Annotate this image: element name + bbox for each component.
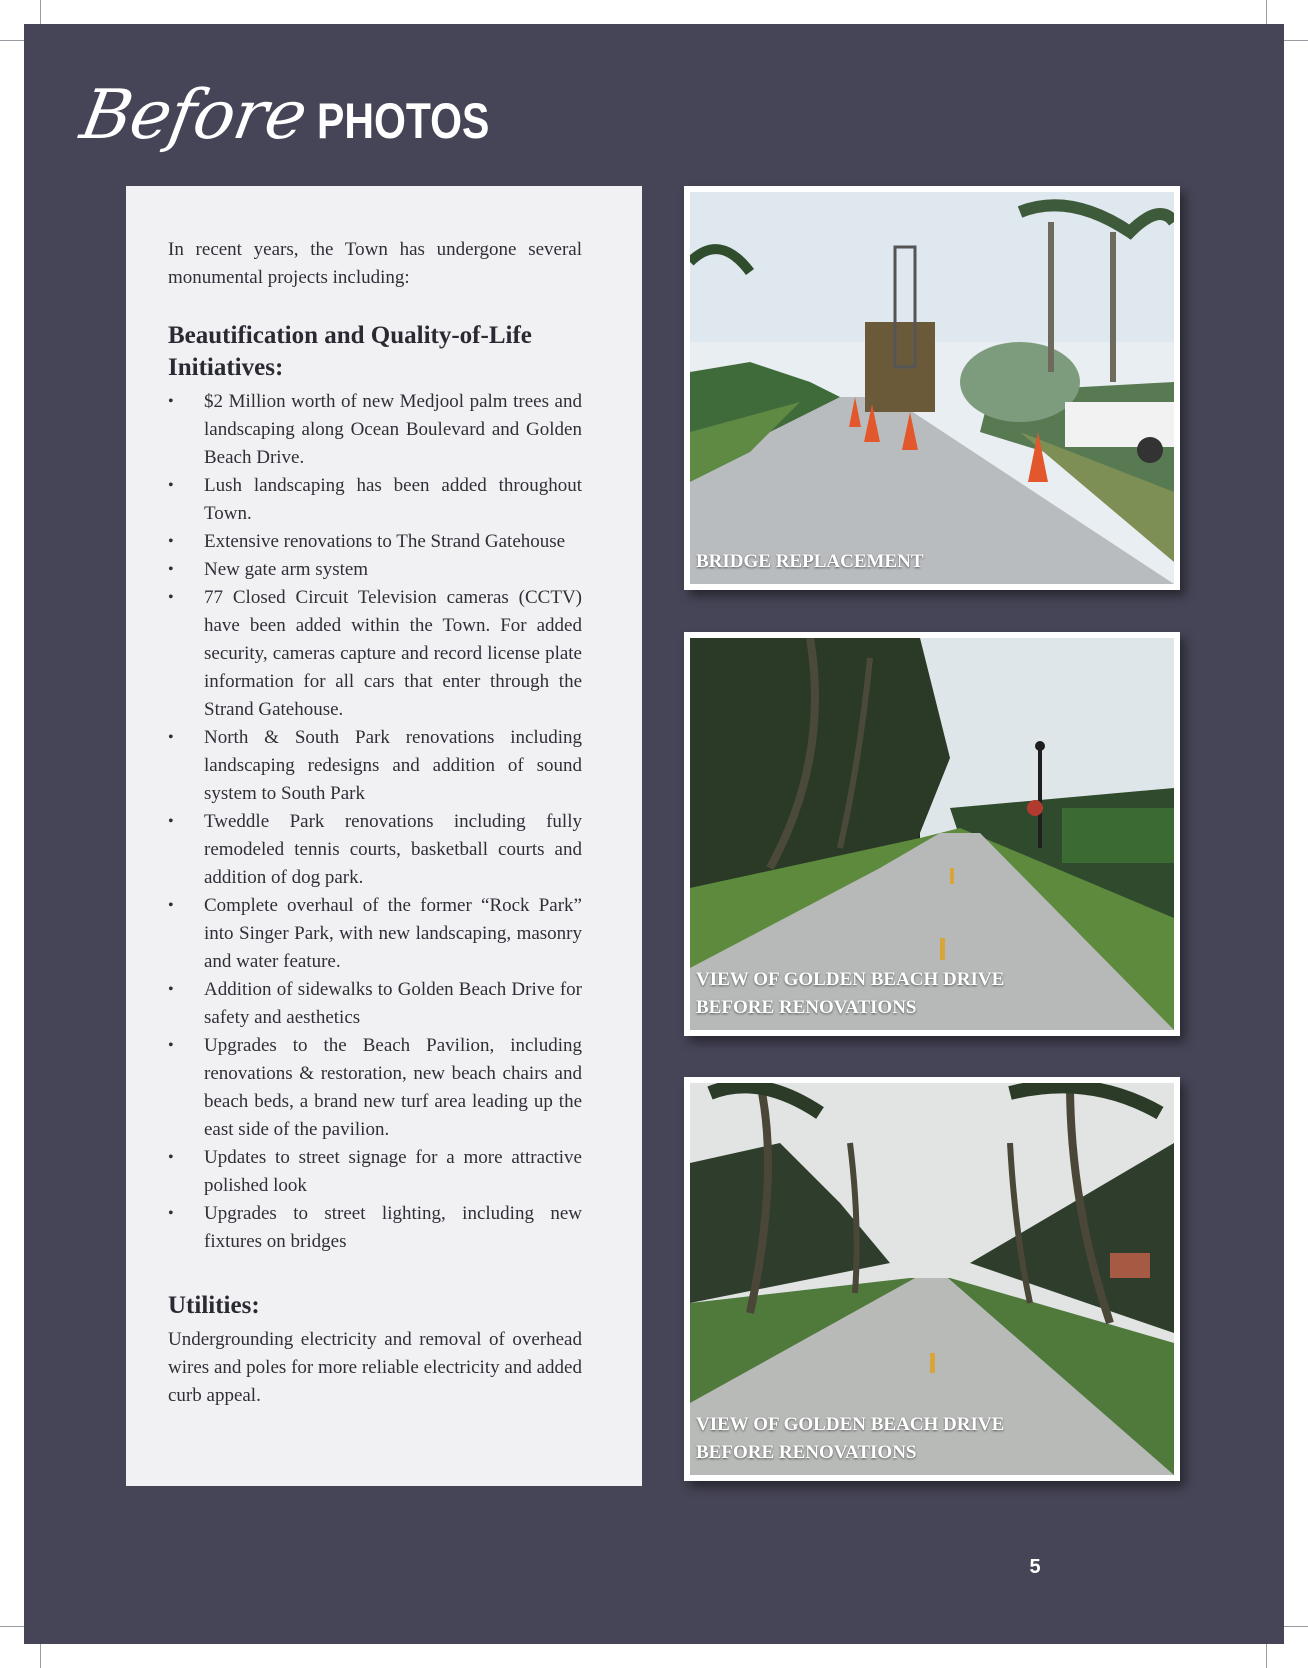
- list-item: [168, 472, 582, 528]
- photo-caption: [696, 966, 1004, 1022]
- list-item: [168, 976, 582, 1032]
- caption-line: BEFORE RENOVATIONS: [696, 997, 917, 1018]
- list-item-text: Tweddle Park renovations including fully remodeled tennis courts, basketball courts and addition of dog park.: [204, 811, 582, 888]
- bullet-glyph: •: [168, 813, 174, 830]
- bullet-glyph: •: [168, 897, 174, 914]
- caption-line: VIEW OF GOLDEN BEACH DRIVE: [696, 1414, 1005, 1435]
- caption-line: BEFORE RENOVATIONS: [696, 1442, 917, 1463]
- list-item: [168, 1144, 582, 1200]
- bullet-glyph: •: [168, 533, 174, 550]
- bullet-glyph: •: [168, 589, 174, 606]
- bullet-glyph: •: [168, 393, 174, 410]
- list-item: [168, 808, 582, 892]
- list-item-text: $2 Million worth of new Medjool palm trees and landscaping along Ocean Boulevard and Golden Beach Drive.: [204, 391, 582, 468]
- bullet-glyph: •: [168, 1149, 174, 1166]
- bullet-glyph: •: [168, 1205, 174, 1222]
- list-item: [168, 892, 582, 976]
- bullet-glyph: •: [168, 561, 174, 578]
- utilities-title: Utilities:: [168, 1292, 260, 1319]
- list-item-text: Extensive renovations to The Strand Gatehouse: [204, 531, 566, 552]
- bullet-glyph: •: [168, 729, 174, 746]
- crop-mark: [1282, 1626, 1308, 1627]
- page-heading: [75, 76, 527, 172]
- photo-golden-beach-drive-1: [684, 632, 1180, 1036]
- list-item-text: 77 Closed Circuit Television cameras (CCTV) have been added within the Town. For added security, cameras capture and record license plate information for all cars that enter through the Strand Gatehouse.: [204, 587, 582, 720]
- photo-caption: [696, 1411, 1004, 1467]
- crop-mark: [40, 0, 41, 26]
- photo-caption: [696, 548, 924, 576]
- list-item: [168, 1032, 582, 1144]
- crop-mark: [1266, 0, 1267, 26]
- bullet-glyph: •: [168, 981, 174, 998]
- photo-image: [690, 192, 1174, 584]
- crop-mark: [40, 1642, 41, 1668]
- crop-mark: [0, 40, 26, 41]
- list-item: [168, 724, 582, 808]
- list-item-text: Upgrades to street lighting, including new fixtures on bridges: [204, 1203, 582, 1252]
- list-item-text: New gate arm system: [204, 559, 369, 580]
- list-item: [168, 584, 582, 724]
- bullet-glyph: •: [168, 477, 174, 494]
- list-item-text: Lush landscaping has been added throughout Town.: [204, 475, 582, 524]
- heading-script-word: Before: [75, 76, 313, 155]
- photo-bridge-replacement: [684, 186, 1180, 590]
- beautification-title: Beautification and Quality-of-Life Initiatives:: [168, 322, 532, 381]
- text-panel: [126, 186, 642, 1486]
- list-item: [168, 556, 582, 584]
- crop-mark: [1266, 1642, 1267, 1668]
- bridge-scene-illustration: [690, 192, 1174, 584]
- list-item-text: Complete overhaul of the former “Rock Park” into Singer Park, with new landscaping, masonry and water feature.: [204, 895, 582, 972]
- list-item: [168, 528, 582, 556]
- caption-line: BRIDGE REPLACEMENT: [696, 551, 924, 572]
- list-item-text: North & South Park renovations including landscaping redesigns and addition of sound system to South Park: [204, 727, 582, 804]
- intro-paragraph: In recent years, the Town has undergone several monumental projects including:: [168, 239, 582, 288]
- crop-mark: [0, 1626, 26, 1627]
- list-item-text: Updates to street signage for a more attractive polished look: [204, 1147, 582, 1196]
- photo-golden-beach-drive-2: [684, 1077, 1180, 1481]
- list-item: [168, 388, 582, 472]
- beautification-list: [168, 388, 582, 1256]
- list-item-text: Upgrades to the Beach Pavilion, including renovations & restoration, new beach chairs and beach beds, a brand new turf area leading up the east side of the pavilion.: [204, 1035, 582, 1140]
- utilities-paragraph: Undergrounding electricity and removal of overhead wires and poles for more reliable electricity and added curb appeal.: [168, 1329, 582, 1406]
- bullet-glyph: •: [168, 1037, 174, 1054]
- list-item: [168, 1200, 582, 1256]
- crop-mark: [1282, 40, 1308, 41]
- page-number: 5: [1029, 1556, 1041, 1578]
- list-item-text: Addition of sidewalks to Golden Beach Drive for safety and aesthetics: [204, 979, 582, 1028]
- caption-line: VIEW OF GOLDEN BEACH DRIVE: [696, 969, 1005, 990]
- heading-main-word: PHOTOS: [317, 93, 490, 149]
